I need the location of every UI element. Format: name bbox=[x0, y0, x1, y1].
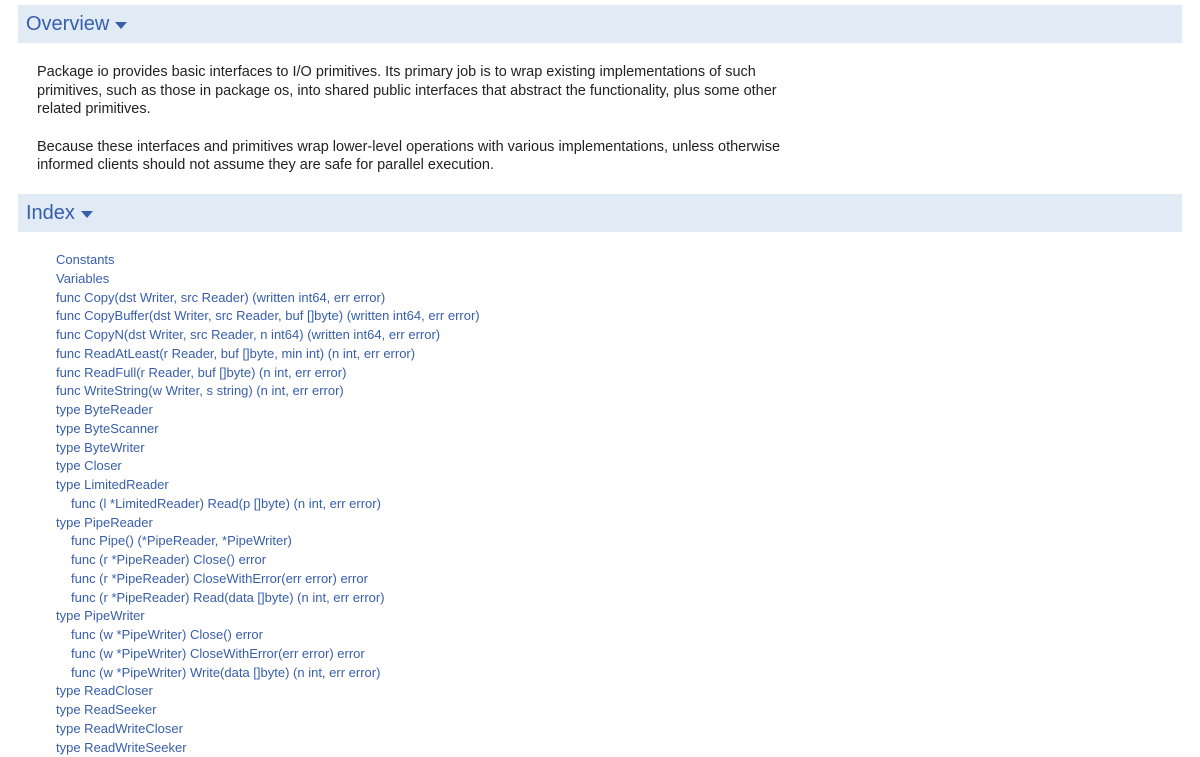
overview-body bbox=[37, 63, 797, 194]
index-link-label: type ByteReader bbox=[56, 402, 153, 417]
index-header bbox=[18, 194, 1182, 232]
overview-toggle[interactable] bbox=[26, 13, 127, 35]
index-link[interactable] bbox=[56, 701, 480, 720]
index-link[interactable] bbox=[56, 495, 480, 514]
index-link-label: func Copy(dst Writer, src Reader) (written int64, err error) bbox=[56, 290, 385, 305]
index-link-label: type ReadWriteSeeker bbox=[56, 740, 187, 755]
index-link-label: func ReadFull(r Reader, buf []byte) (n int, err error) bbox=[56, 365, 346, 380]
index-link[interactable] bbox=[56, 570, 480, 589]
index-link[interactable] bbox=[56, 457, 480, 476]
index-link-label: Variables bbox=[56, 271, 109, 286]
caret-down-icon bbox=[81, 211, 93, 218]
index-link[interactable] bbox=[56, 626, 480, 645]
index-link-label: func WriteString(w Writer, s string) (n int, err error) bbox=[56, 383, 344, 398]
index-link-label: func (w *PipeWriter) CloseWithError(err error) error bbox=[71, 646, 365, 661]
index-link-label: func CopyN(dst Writer, src Reader, n int64) (written int64, err error) bbox=[56, 327, 440, 342]
index-link-label: Constants bbox=[56, 252, 115, 267]
index-link-label: func ReadAtLeast(r Reader, buf []byte, min int) (n int, err error) bbox=[56, 346, 415, 361]
index-link[interactable] bbox=[56, 382, 480, 401]
index-link-label: func (w *PipeWriter) Close() error bbox=[71, 627, 263, 642]
index-link[interactable] bbox=[56, 682, 480, 701]
index-link[interactable] bbox=[56, 551, 480, 570]
index-link[interactable] bbox=[56, 439, 480, 458]
index-link-label: type ByteWriter bbox=[56, 440, 145, 455]
index-link[interactable] bbox=[56, 307, 480, 326]
index-link[interactable] bbox=[56, 664, 480, 683]
index-link-label: type LimitedReader bbox=[56, 477, 169, 492]
index-toggle[interactable] bbox=[26, 202, 93, 224]
index-link-label: type PipeWriter bbox=[56, 608, 145, 623]
index-link[interactable] bbox=[56, 289, 480, 308]
index-link[interactable] bbox=[56, 514, 480, 533]
index-link-label: type ReadWriteCloser bbox=[56, 721, 183, 736]
index-link[interactable] bbox=[56, 345, 480, 364]
index-link[interactable] bbox=[56, 720, 480, 739]
index-link-label: type PipeReader bbox=[56, 515, 153, 530]
index-link-label: func Pipe() (*PipeReader, *PipeWriter) bbox=[71, 533, 292, 548]
index-link[interactable] bbox=[56, 251, 480, 270]
index-link[interactable] bbox=[56, 326, 480, 345]
index-title: Index bbox=[26, 202, 75, 224]
index-link[interactable] bbox=[56, 739, 480, 757]
index-link-label: func CopyBuffer(dst Writer, src Reader, buf []byte) (written int64, err error) bbox=[56, 308, 480, 323]
index-link-label: type ReadCloser bbox=[56, 683, 153, 698]
index-link-label: func (w *PipeWriter) Write(data []byte) (n int, err error) bbox=[71, 665, 380, 680]
caret-down-icon bbox=[115, 22, 127, 29]
index-link-label: type ByteScanner bbox=[56, 421, 159, 436]
index-link-label: func (r *PipeReader) CloseWithError(err error) error bbox=[71, 571, 368, 586]
overview-paragraph: Because these interfaces and primitives wrap lower-level operations with various implementations, unless otherwise informed clients should not assume they are safe for parallel execution. bbox=[37, 138, 797, 175]
overview-header bbox=[18, 5, 1182, 43]
index-link[interactable] bbox=[56, 532, 480, 551]
index-link[interactable] bbox=[56, 476, 480, 495]
index-link-label: type Closer bbox=[56, 458, 122, 473]
index-link[interactable] bbox=[56, 420, 480, 439]
index-list bbox=[56, 251, 480, 757]
index-link[interactable] bbox=[56, 270, 480, 289]
overview-paragraph: Package io provides basic interfaces to I/O primitives. Its primary job is to wrap existing implementations of such primitives, such as those in package os, into shared public interfaces that abstract the functionality, plus some other related primitives. bbox=[37, 63, 797, 119]
index-link[interactable] bbox=[56, 401, 480, 420]
index-link-label: func (r *PipeReader) Close() error bbox=[71, 552, 266, 567]
index-link-label: type ReadSeeker bbox=[56, 702, 156, 717]
index-link-label: func (r *PipeReader) Read(data []byte) (n int, err error) bbox=[71, 590, 385, 605]
index-link-label: func (l *LimitedReader) Read(p []byte) (n int, err error) bbox=[71, 496, 381, 511]
index-link[interactable] bbox=[56, 645, 480, 664]
index-link[interactable] bbox=[56, 364, 480, 383]
index-link[interactable] bbox=[56, 607, 480, 626]
overview-title: Overview bbox=[26, 13, 109, 35]
index-link[interactable] bbox=[56, 589, 480, 608]
